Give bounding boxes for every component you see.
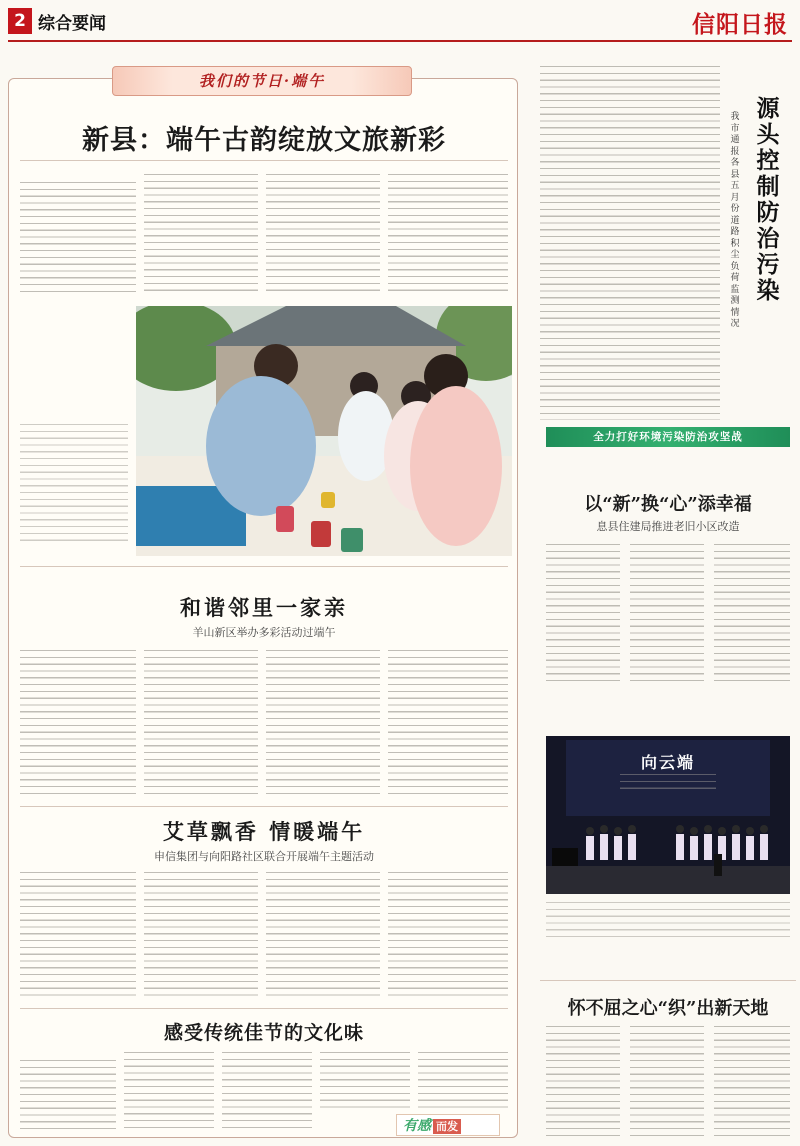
weaving-col3-text <box>714 1026 790 1138</box>
main-headline: 新县：端午古韵绽放文旅新彩 <box>82 125 446 156</box>
story4-col3-text <box>222 1052 312 1132</box>
weaving-col2-text <box>630 1026 704 1138</box>
story3-col4-text <box>388 872 508 1000</box>
page-number: 2 <box>8 8 32 34</box>
renovation-col2-text <box>630 544 704 684</box>
story3-col1-text <box>20 872 136 1000</box>
story2-headline: 和谐邻里一家亲 <box>180 595 348 620</box>
weaving-col1-text <box>546 1026 620 1138</box>
story4-col5-text <box>418 1052 508 1110</box>
lead-subhead: 我市通报各县五月份道路积尘负荷监测情况 <box>730 112 740 329</box>
renovation-subhead: 息县住建局推进老旧小区改造 <box>596 520 740 533</box>
story2-col3-text <box>266 650 380 798</box>
story-divider <box>20 566 508 567</box>
concert-title: 向云端 <box>640 753 695 772</box>
story2-col2-text <box>144 650 258 798</box>
story4-col1-text <box>20 1060 116 1132</box>
story3-col2-text <box>144 872 258 1000</box>
story-divider <box>540 980 796 981</box>
lead-story-text <box>540 66 720 420</box>
environment-banner: 全力打好环境污染防治攻坚战 <box>546 427 790 447</box>
festival-ribbon-text: 我们的节日·端午 <box>198 72 326 90</box>
story2-subhead: 羊山新区举办多彩活动过端午 <box>192 626 336 639</box>
lead-headline: 源头控制 防治污染 <box>756 95 780 304</box>
story4-col2-text <box>124 1052 214 1132</box>
renovation-col1-text <box>546 544 620 684</box>
concert-photo <box>546 736 790 894</box>
story-divider <box>20 1008 508 1009</box>
story4-headline: 感受传统佳节的文化味 <box>163 1022 364 1044</box>
story2-col4-text <box>388 650 508 798</box>
weaving-headline: 怀不屈之心“织”出新天地 <box>567 998 769 1019</box>
story3-subhead: 申信集团与向阳路社区联合开展端午主题活动 <box>154 850 374 863</box>
story1-col3-text <box>266 174 380 296</box>
story1-col4-text <box>388 174 508 296</box>
renovation-col3-text <box>714 544 790 684</box>
story-divider <box>20 806 508 807</box>
concert-caption <box>546 902 790 942</box>
story1-col2-text <box>144 174 258 296</box>
story2-col1-text <box>20 650 136 798</box>
concert-screen-text <box>620 774 716 792</box>
story3-headline: 艾草飘香 情暖端午 <box>162 819 366 844</box>
story1-col1-text <box>20 182 136 296</box>
headline-rule <box>20 160 508 161</box>
story4-col4-text <box>320 1052 410 1112</box>
dragon-boat-craft-photo <box>136 306 512 556</box>
column-stamp <box>396 1114 500 1136</box>
festival-ribbon <box>112 66 412 96</box>
photo1-caption <box>20 424 128 542</box>
renovation-headline: 以“新”换“心”添幸福 <box>584 494 752 515</box>
column-stamp-text: 有感 <box>403 1118 431 1134</box>
newspaper-logo: 信阳日报 <box>692 11 788 38</box>
page-header <box>8 6 792 42</box>
column-stamp-tag: 而发 <box>433 1119 461 1134</box>
story3-col3-text <box>266 872 380 1000</box>
section-title: 综合要闻 <box>38 14 106 34</box>
